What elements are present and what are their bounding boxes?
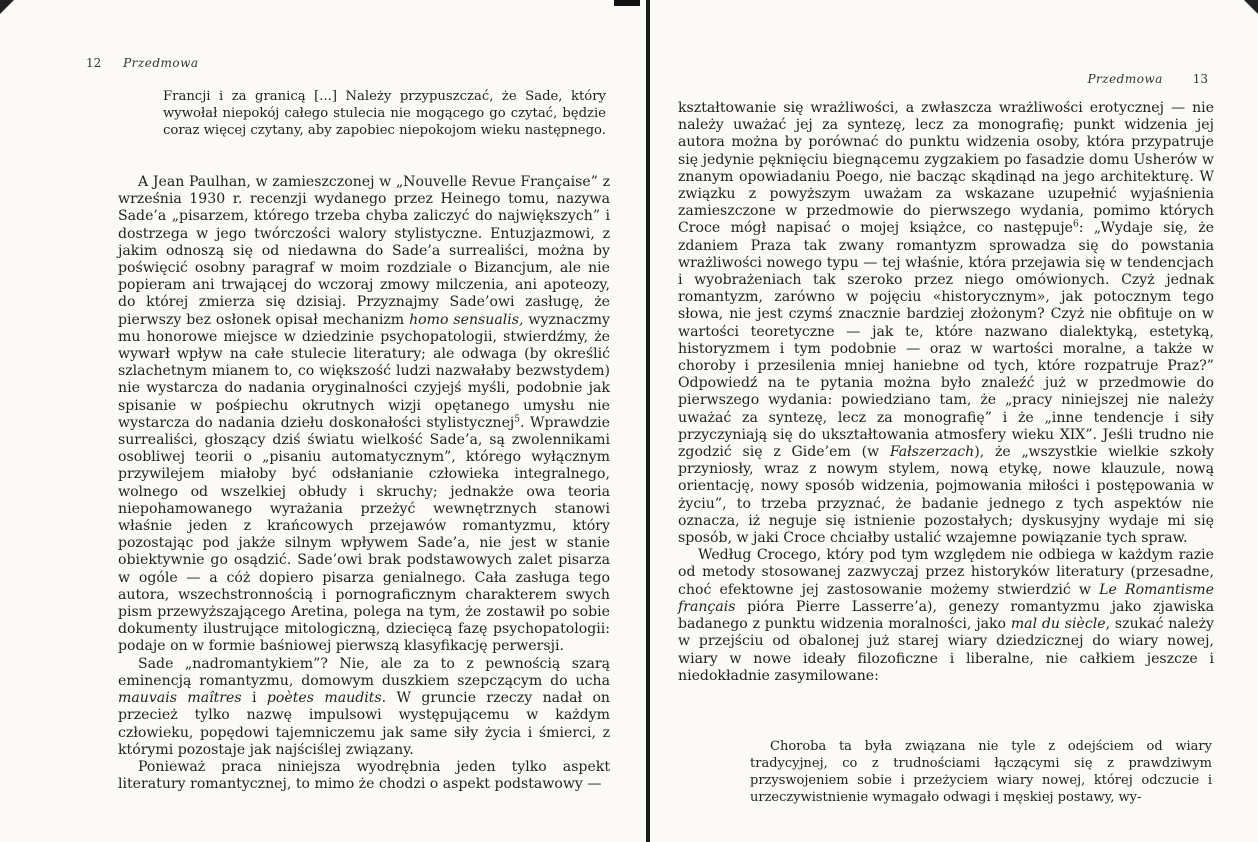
scan-top-mark	[614, 0, 640, 6]
italic-term: Fałszerzach	[889, 444, 975, 461]
scan-corner-mark	[0, 0, 14, 14]
text-run: kształtowanie się wrażliwości, a zwłaszcza wrażliwości erotycznej — nie należy uważać jej za syntezę, lecz za monografię; punkt widzenia jej autora można by porównać do punktu widzenia osoby, która przypatruje się jedynie pęknięciu biegnącemu zygzakiem po fasadzie domu Usherów w znanym opowiadaniu Poego, nie bacząc skądinąd na jego architekturę. W związku z powyższym uważam za wskazane uzupełnić wyjaśnienia zamieszczone w przedmowie do pierwszego wydania, pomimo których Croce mógł napisać o mojej książce, co następuje	[678, 100, 1214, 237]
block-quote-left	[163, 88, 606, 139]
paragraph	[678, 100, 1214, 547]
running-title-right: Przedmowa	[1087, 72, 1163, 86]
body-text-right	[678, 100, 1214, 685]
footnote-marker[interactable]: 5	[514, 414, 521, 425]
left-running-head	[86, 56, 199, 70]
scan-corner-mark	[1244, 0, 1258, 14]
italic-term: mal du siècle	[1010, 616, 1106, 633]
paragraph	[118, 174, 610, 656]
block-quote-right	[750, 738, 1212, 806]
text-run: wyznaczmy mu honorowe miejsce w dziedzinie psychopatologii, stwierdźmy, że wywarł wpływ na całe stulecie literatury; ale odwaga (by określić szlachetnym mianem to, co większość ludzi nazwałaby bezwstydem) nie wystarcza do nadania oryginalności czyjejś myśli, podobnie jak spisanie w pośpiechu okrutnych wizji opętanego umysłu nie wystarcza do nadania dziełu doskonałości stylistycznej	[118, 311, 610, 431]
paragraph	[678, 547, 1214, 685]
italic-term: homo sensualis,	[409, 311, 524, 328]
paragraph	[118, 656, 610, 759]
right-running-head	[1087, 72, 1208, 86]
text-run: : „Wydaje się, że zdaniem Praza tak zwany romantyzm sprowadza się do powstania wrażliwości nowego typu — tej właśnie, która przejawia się w tendencjach i wyobrażeniach tak szeroko przez niego omówionych. Czyż jednak romantyzm, zarówno w pojęciu «historycznym», jak potocznym tego słowa, nie jest czymś znacznie bardziej złożonym? Czyż nie obfituje on w wartości teoretyczne — jak te, które nazwano dialektyką, estetyką, historyzmem i tym podobnie — oraz w wartości moralne, a także w choroby i przesilenia mniej haniebne od tych, które rozpatruje Praz?” Odpowiedź na te pytania można było znaleźć już w przedmowie do pierwszego wydania: powiedziano tam, że „pracy niniejszej nie należy uważać za syntezę, lecz za monografię” i że „inne tendencje i siły przyczyniają się do ukształtowania atmosfery wieku XIX”. Jeśli trudno nie zgodzić się z Gide’em (w	[678, 220, 1214, 461]
running-title-left: Przedmowa	[123, 56, 199, 70]
text-run: , szukać należy w przejściu od obalonej już starej wiary dziedzicznej do wiary nowej, wiary w nowe ideały filozoficzne i liberalne, nie całkiem jeszcze i niedokładnie zasymilowane:	[678, 616, 1215, 684]
text-run: i	[251, 690, 257, 707]
body-text-left	[118, 174, 610, 793]
italic-term: mauvais maîtres	[118, 690, 242, 707]
text-run: ), że „wszystkie wielkie szkoły przyniosły, wraz z nowym stylem, nową etykę, nowe klauzule, nową orientację, nowy sposób widzenia, pojmowania miłości i postępowania w życiu”, to trzeba przyznać, że badanie jednego z tych aspektów nie oznacza, iż neguje się istnienie pozostałych; dyskusyjny wydaje mi się sposób, w jaki Croce chciałby ustalić wzajemne powiązanie tych spraw.	[678, 444, 1214, 547]
text-run: . W gruncie rzeczy nadał on przecież tylko nazwę impulsowi występującemu w każdym człowieku, popędowi tajemniczemu jak same siły życia i śmierci, z którymi pozostaje jak najściślej związany.	[118, 690, 611, 758]
text-run: Według Crocego, który pod tym względem nie odbiega w każdym razie od metody stosowanej zazwyczaj przez historyków literatury (przesadne, choć efektowne jej zastosowanie możemy stwierdzić w	[678, 547, 1214, 598]
italic-term: Le Romantisme français	[678, 581, 1215, 615]
page-number-left: 12	[86, 56, 102, 70]
text-run: Sade „nadromantykiem”? Nie, ale za to z pewnością szarą eminencją romantyzmu, domowym duszkiem szepczącym do ucha	[118, 655, 610, 689]
quote-text-right: Choroba ta była związana nie tyle z odejściem od wiary tradycyjnej, co z trudnościami łączącymi się z prawdziwym przyswojeniem sobie i przeżyciem wiary nowej, której odczucie i urzeczywistnienie wymagało odwagi i męskiej postawy, wy-	[750, 739, 1212, 805]
paragraph: Ponieważ praca niniejsza wyodrębnia jeden tylko aspekt literatury romantycznej, to mimo że chodzi o aspekt podstawowy —	[118, 758, 610, 793]
text-run: . Wprawdzie surrealiści, głoszący dziś światu wielkość Sade’a, są zwolennikami osobliwej teorii o „pisaniu automatycznym”, którego wyłącznym przywilejem miałoby być odsłanianie człowieka integralnego, wolnego od wszelkiej obłudy i skruchy; jednakże owa teoria niepohamowanego wyrażania przeżyć wewnętrznych stanowi właśnie jeden z krańcowych przejawów romantyzmu, który pozostając pod jakże silnym wpływem Sade’a, nie jest w stanie obiektywnie go osądzić. Sade’owi brak podstawowych zalet pisarza w ogóle — a cóż dopiero pisarza genialnego. Cała zasługa tego autora, wszechstronnością i pornograficznym charakterem swych pism przewyższającego Aretina, polega na tym, że zostawił po sobie dokumenty ilustrujące mitologiczną, dziecięcą fazę psychopatologii: podaje on w formie baśniowej pierwszą klasyfikację perwersji.	[118, 414, 610, 655]
right-page	[650, 0, 1258, 842]
quote-text-left: Francji i za granicą [...] Należy przypuszczać, że Sade, który wywołał niepokój całego stulecia nie mogącego go czytać, będzie coraz więcej czytany, aby zapobiec niepokojom wieku następnego.	[163, 89, 606, 138]
page-number-right: 13	[1192, 72, 1208, 86]
text-run: A Jean Paulhan, w zamieszczonej w „Nouvelle Revue Française” z września 1930 r. recenzji wydanego przez Heinego tomu, nazywa Sade’a „pisarzem, którego trzeba chyba zaliczyć do największych” i dostrzega w jego twórczości walory stylistyczne. Entuzjazmowi, z jakim odnoszą się od niedawna do Sade’a surrealiści, można by poświęcić osobny paragraf w moim rozdziale o Bizancjum, ale nie popieram ani trwającej do wczoraj zmowy milczenia, ani apoteozy, do której zmierza się dzisiaj. Przyznajmy Sade’owi zasługę, że pierwszy bez osłonek opisał mechanizm	[118, 174, 610, 328]
italic-term: poètes maudits	[266, 690, 382, 707]
footnote-marker[interactable]: 6	[1072, 219, 1079, 230]
text-run: pióra Pierre Lasserre’a), genezy romantyzmu jako zjawiska badanego z punktu widzenia moralności, jako	[678, 598, 1214, 633]
